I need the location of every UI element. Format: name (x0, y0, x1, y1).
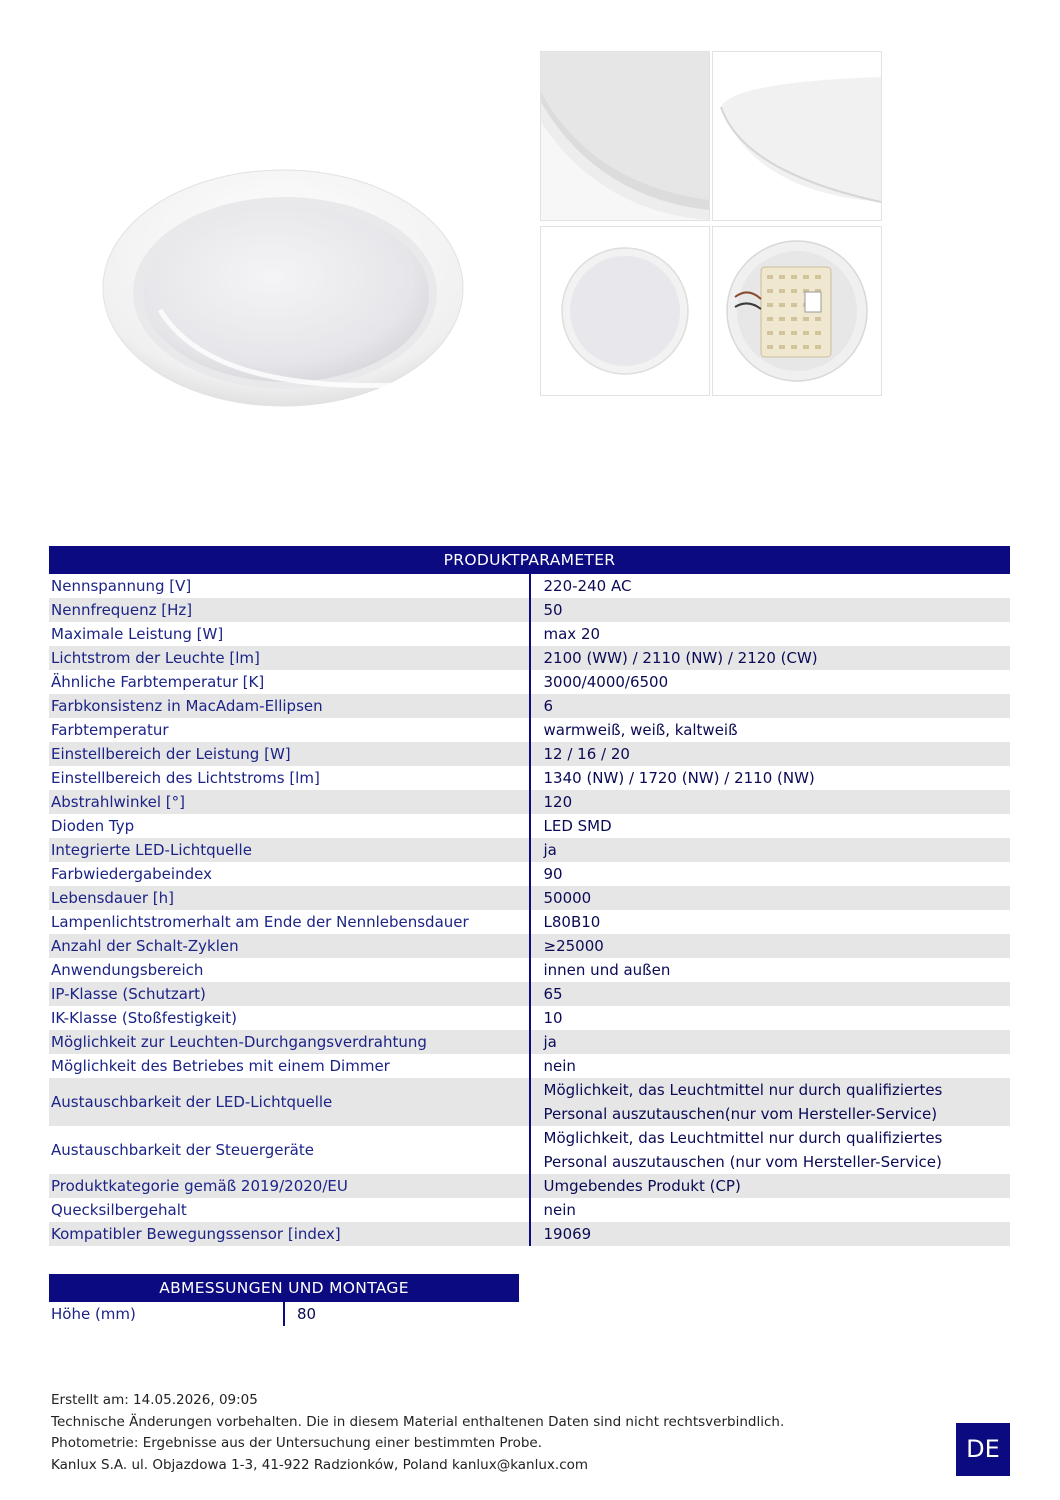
param-value (530, 1078, 1011, 1126)
table-row (49, 862, 1010, 886)
table-row (49, 718, 1010, 742)
param-label: Einstellbereich des Lichtstroms [lm] (51, 769, 320, 787)
table-row (49, 1054, 1010, 1078)
created-date: Erstellt am: 14.05.2026, 09:05 (51, 1392, 258, 1408)
table-row (49, 1198, 1010, 1222)
table-row (49, 598, 1010, 622)
table-row (49, 670, 1010, 694)
param-label: Einstellbereich der Leistung [W] (49, 742, 530, 766)
param-label: Austauschbarkeit der LED-Lichtquelle (49, 1078, 530, 1126)
table-row (49, 838, 1010, 862)
param-label: Ähnliche Farbtemperatur [K] (51, 673, 265, 691)
param-label: Abstrahlwinkel [°] (49, 790, 530, 814)
param-value: 10 (530, 1006, 1011, 1030)
param-value-line: Personal auszutauschen (nur vom Hersteller-Service) (543, 1153, 942, 1171)
param-value: 3000/4000/6500 (530, 670, 1011, 694)
param-label: Kompatibler Bewegungssensor [index] (49, 1222, 530, 1246)
param-value: 12 / 16 / 20 (530, 742, 1011, 766)
table-row (49, 958, 1010, 982)
table-row (49, 934, 1010, 958)
product-thumbnail-edge-detail (540, 51, 710, 221)
param-value: warmweiß, weiß, kaltweiß (530, 718, 1011, 742)
param-value: 220-240 AC (530, 574, 1011, 598)
product-main-image (100, 160, 472, 410)
params-header: PRODUKTPARAMETER (49, 546, 1010, 574)
table-row (49, 790, 1010, 814)
param-value-line: Personal auszutauschen(nur vom Hersteller-Service) (543, 1105, 938, 1123)
product-parameters-table (49, 546, 1010, 1246)
footer (51, 1390, 931, 1476)
product-thumbnail-inside-view (712, 226, 882, 396)
dimension-label: Höhe (mm) (51, 1305, 136, 1323)
table-row (49, 574, 1010, 598)
param-label: Möglichkeit des Betriebes mit einem Dimmer (51, 1057, 390, 1075)
param-label: Austauschbarkeit der Steuergeräte (51, 1141, 314, 1159)
param-label: Anzahl der Schalt-Zyklen (49, 934, 530, 958)
disclaimer-text: Technische Änderungen vorbehalten. Die in diesem Material enthaltenen Daten sind nicht rechtsverbindlich. (51, 1413, 785, 1430)
param-value: ja (530, 838, 1011, 862)
param-label: Lebensdauer [h] (49, 886, 530, 910)
param-value: 2100 (WW) / 2110 (NW) / 2120 (CW) (530, 646, 1011, 670)
table-row (49, 886, 1010, 910)
param-value: ≥25000 (530, 934, 1011, 958)
param-label: Dioden Typ (51, 817, 135, 835)
param-label: Möglichkeit zur Leuchten-Durchgangsverdrahtung (49, 1030, 530, 1054)
dimensions-header: ABMESSUNGEN UND MONTAGE (49, 1274, 519, 1302)
param-label: Produktkategorie gemäß 2019/2020/EU (49, 1174, 530, 1198)
table-row (49, 1030, 1010, 1054)
param-value: max 20 (530, 622, 1011, 646)
param-value: ja (530, 1030, 1011, 1054)
param-label: Nennfrequenz [Hz] (49, 598, 530, 622)
param-label: Anwendungsbereich (51, 961, 204, 979)
param-value: innen und außen (530, 958, 1011, 982)
param-label: IK-Klasse (Stoßfestigkeit) (51, 1009, 237, 1027)
table-row (49, 646, 1010, 670)
product-thumbnail-side-view (712, 51, 882, 221)
table-row (49, 1174, 1010, 1198)
param-value: nein (530, 1054, 1011, 1078)
param-value: 50000 (530, 886, 1011, 910)
photometry-note: Photometrie: Ergebnisse aus der Untersuchung einer bestimmten Probe. (51, 1435, 543, 1451)
table-row (49, 742, 1010, 766)
table-row (49, 766, 1010, 790)
table-row (49, 1222, 1010, 1246)
param-value (530, 1126, 1011, 1174)
param-label: Farbwiedergabeindex (51, 865, 212, 883)
param-label: Nennspannung [V] (51, 577, 192, 595)
table-row (49, 1302, 519, 1326)
param-value: 19069 (530, 1222, 1011, 1246)
param-value: Umgebendes Produkt (CP) (530, 1174, 1011, 1198)
param-value-line: Möglichkeit, das Leuchtmittel nur durch qualifiziertes (543, 1081, 943, 1099)
table-row (49, 814, 1010, 838)
param-label: Farbtemperatur (51, 721, 169, 739)
table-row (49, 1006, 1010, 1030)
param-value-line: Möglichkeit, das Leuchtmittel nur durch qualifiziertes (543, 1129, 943, 1147)
param-value: 65 (530, 982, 1011, 1006)
param-label: Lichtstrom der Leuchte [lm] (49, 646, 530, 670)
param-value: LED SMD (530, 814, 1011, 838)
param-value: 90 (530, 862, 1011, 886)
param-label: Quecksilbergehalt (51, 1201, 187, 1219)
param-label: IP-Klasse (Schutzart) (49, 982, 530, 1006)
language-badge: DE (956, 1423, 1010, 1476)
param-label: Farbkonsistenz in MacAdam-Ellipsen (49, 694, 530, 718)
param-value: nein (530, 1198, 1011, 1222)
param-value: L80B10 (530, 910, 1011, 934)
param-value: 120 (530, 790, 1011, 814)
table-row (49, 910, 1010, 934)
company-address: Kanlux S.A. ul. Objazdowa 1-3, 41-922 Radzionków, Poland kanlux@kanlux.com (51, 1456, 589, 1473)
param-value: 50 (530, 598, 1011, 622)
param-label: Integrierte LED-Lichtquelle (49, 838, 530, 862)
param-value: 1340 (NW) / 1720 (NW) / 2110 (NW) (530, 766, 1011, 790)
param-label: Lampenlichtstromerhalt am Ende der Nennlebensdauer (51, 913, 469, 931)
product-thumbnail-front-view (540, 226, 710, 396)
table-row (49, 694, 1010, 718)
table-row (49, 982, 1010, 1006)
table-row (49, 1078, 1010, 1126)
param-label: Maximale Leistung [W] (51, 625, 224, 643)
param-value: 6 (530, 694, 1011, 718)
table-row (49, 1126, 1010, 1174)
dimension-value: 80 (284, 1302, 519, 1326)
dimensions-table (49, 1274, 519, 1326)
table-row (49, 622, 1010, 646)
